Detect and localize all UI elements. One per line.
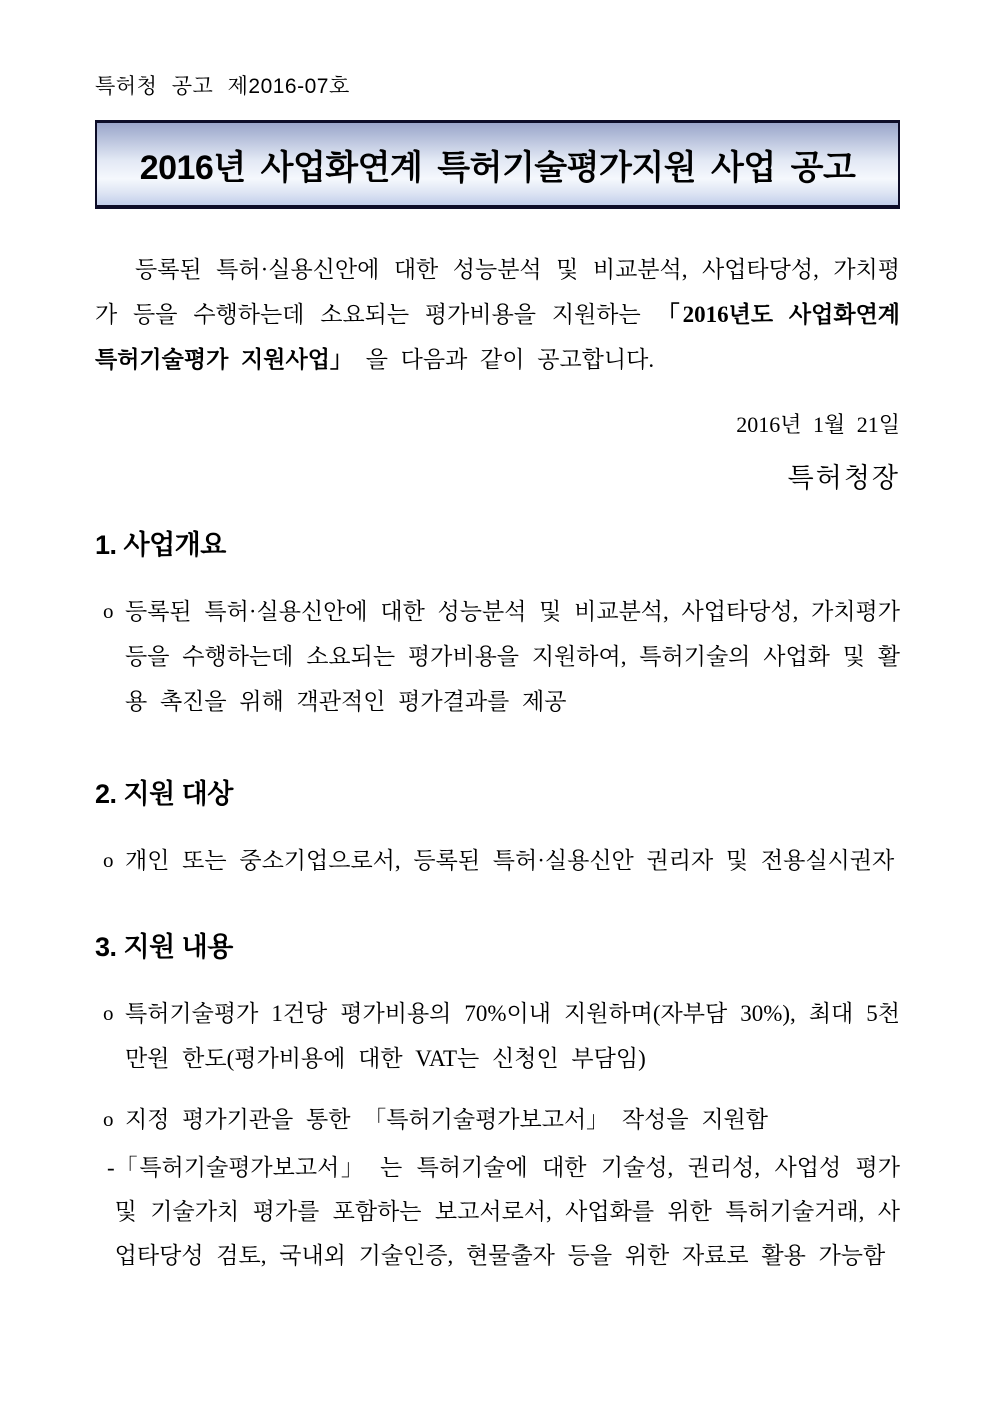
- bullet-item: [95, 838, 900, 883]
- bullet-item: [95, 991, 900, 1081]
- intro-paragraph: [95, 247, 900, 382]
- intro-text-part3: 을 다음과 같이 공고합니다.: [352, 347, 655, 372]
- bullet-text: 특허기술평가 1건당 평가비용의 70%이내 지원하며(자부담 30%), 최대 5천만원 한도(평가비용에 대한 VAT는 신청인 부담임): [125, 1001, 900, 1071]
- sub-bullet-text: 「특허기술평가보고서」 는 특허기술에 대한 기술성, 권리성, 사업성 평가 및 기술가치 평가를 포함하는 보고서로서, 사업화를 위한 특허기술거래, 사업타당성 검토, 국내외 기술인증, 현물출자 등을 위한 자료로 활용 가능함: [114, 1155, 900, 1268]
- intro-text-bold: 「2016년도 사업화연계 특허기술평가 지원사업」: [95, 302, 900, 372]
- bullet-marker: o: [103, 599, 114, 623]
- intro-text-part1: 등록된 특허·실용신안에 대한 성능분석 및 비교분석, 사업타당성, 가치평가 등을 수행하는데 소요되는 평가비용을 지원하는: [95, 257, 900, 327]
- banner-title: 2016년 사업화연계 특허기술평가지원 사업 공고: [139, 148, 856, 187]
- section-eligibility: [95, 776, 900, 883]
- bullet-item: [95, 1097, 900, 1142]
- title-banner: [95, 120, 900, 209]
- doc-number: 특허청 공고 제2016-07호: [95, 75, 350, 98]
- sub-bullet-item: [95, 1146, 900, 1278]
- bullet-marker: o: [103, 848, 114, 872]
- section-heading: 2. 지원 대상: [95, 779, 233, 809]
- section-overview: [95, 527, 900, 724]
- bullet-text: 지정 평가기관을 통한 「특허기술평가보고서」 작성을 지원함: [125, 1107, 768, 1132]
- announcement-date: 2016년 1월 21일: [736, 412, 900, 437]
- bullet-text: 등록된 특허·실용신안에 대한 성능분석 및 비교분석, 사업타당성, 가치평가 등을 수행하는데 소요되는 평가비용을 지원하여, 특허기술의 사업화 및 활용 촉진을 위해 객관적인 평가결과를 제공: [125, 599, 900, 714]
- sub-bullet-marker: -: [107, 1155, 115, 1180]
- bullet-marker: o: [103, 1107, 114, 1131]
- section-support-details: [95, 929, 900, 1278]
- bullet-item: [95, 589, 900, 724]
- bullet-text: 개인 또는 중소기업으로서, 등록된 특허·실용신안 권리자 및 전용실시권자: [125, 848, 895, 873]
- section-heading: 1. 사업개요: [95, 530, 226, 560]
- signature-commissioner: 특허청장: [787, 463, 900, 493]
- bullet-marker: o: [103, 1001, 114, 1025]
- section-heading: 3. 지원 내용: [95, 932, 233, 962]
